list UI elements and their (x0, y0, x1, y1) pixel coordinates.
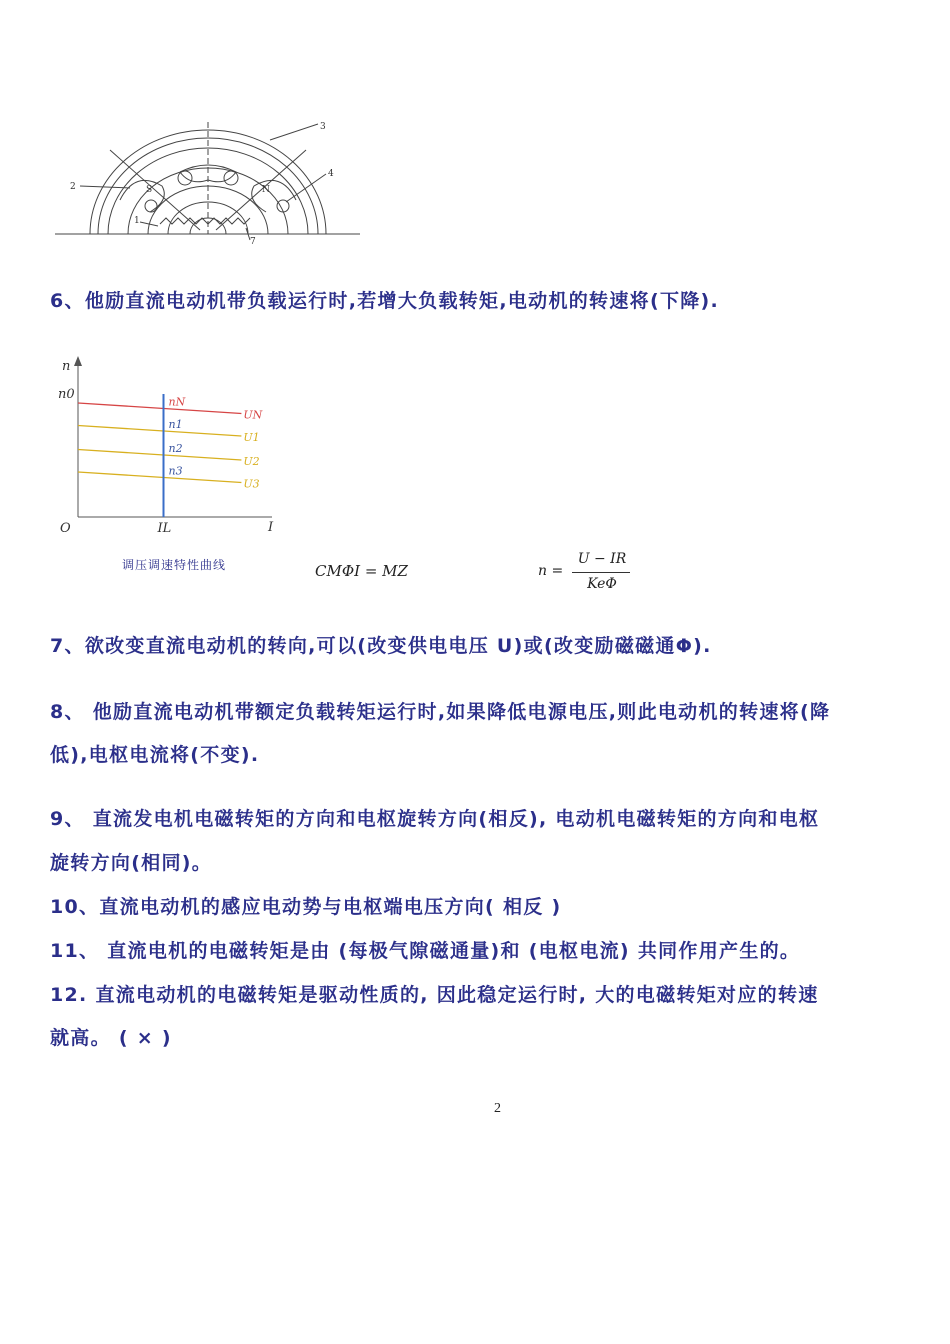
torque-formula: CMΦI = MZ (315, 562, 408, 580)
question-8-line-1: 8、 他励直流电动机带额定负载转矩运行时,如果降低电源电压,则此电动机的转速将(降 (50, 701, 831, 723)
il-label: IL (157, 521, 172, 536)
question-10: 10、直流电动机的感应电动势与电枢端电压方向( 相反 ) (50, 896, 562, 918)
motor-label-3: 3 (320, 122, 326, 132)
question-7: 7、欲改变直流电动机的转向,可以(改变供电电压 U)或(改变励磁磁通Φ). (50, 635, 712, 657)
series-label-u2: U2 (243, 455, 260, 468)
series-label-un: UN (243, 408, 263, 422)
chart-caption: 调压调速特性曲线 (122, 558, 227, 572)
speed-formula-numerator: U − IR (577, 551, 627, 567)
speed-formula-denominator: KeΦ (587, 576, 617, 592)
voltage-speed-characteristic-chart (50, 352, 290, 547)
fraction-bar (572, 572, 630, 573)
series-label-u1: U1 (243, 431, 260, 444)
point-label-n3: n3 (168, 464, 183, 478)
motor-label-s: S (146, 185, 153, 195)
point-label-nn: nN (168, 395, 186, 409)
question-6: 6、他励直流电动机带负载运行时,若增大负载转矩,电动机的转速将(下降). (50, 290, 720, 312)
series-line-u3 (78, 472, 241, 483)
question-12-line-2: 就高。 ( × ) (50, 1027, 172, 1049)
point-label-n2: n2 (168, 441, 183, 455)
y-axis-arrow (74, 356, 82, 366)
point-label-n1: n1 (168, 417, 183, 431)
motor-label-n: N (262, 185, 270, 195)
motor-label-7: 7 (250, 237, 256, 245)
series-line-u2 (78, 450, 241, 461)
question-12-line-1: 12. 直流电动机的电磁转矩是驱动性质的, 因此稳定运行时, 大的电磁转矩对应的转速 (50, 984, 819, 1006)
motor-cross-section-diagram (50, 120, 370, 245)
motor-label-4: 4 (328, 169, 334, 179)
speed-formula-lhs: n = (538, 563, 564, 579)
question-11: 11、 直流电机的电磁转矩是由 (每极气隙磁通量)和 (电枢电流) 共同作用产生的。 (50, 940, 801, 962)
page-number: 2 (494, 1101, 501, 1116)
y-axis-label: n (62, 359, 71, 374)
x-axis-label: I (268, 520, 274, 535)
series-line-un (78, 403, 241, 414)
origin-label: O (60, 521, 71, 536)
series-label-u3: U3 (243, 477, 260, 491)
series-line-u1 (78, 426, 241, 437)
question-8-line-2: 低),电枢电流将(不变). (50, 744, 260, 766)
motor-label-1: 1 (134, 216, 140, 226)
motor-label-2: 2 (70, 182, 76, 192)
question-9-line-2: 旋转方向(相同)。 (50, 852, 213, 874)
question-9-line-1: 9、 直流发电机电磁转矩的方向和电枢旋转方向(相反), 电动机电磁转矩的方向和电枢 (50, 808, 820, 830)
n0-label: n0 (58, 387, 75, 402)
